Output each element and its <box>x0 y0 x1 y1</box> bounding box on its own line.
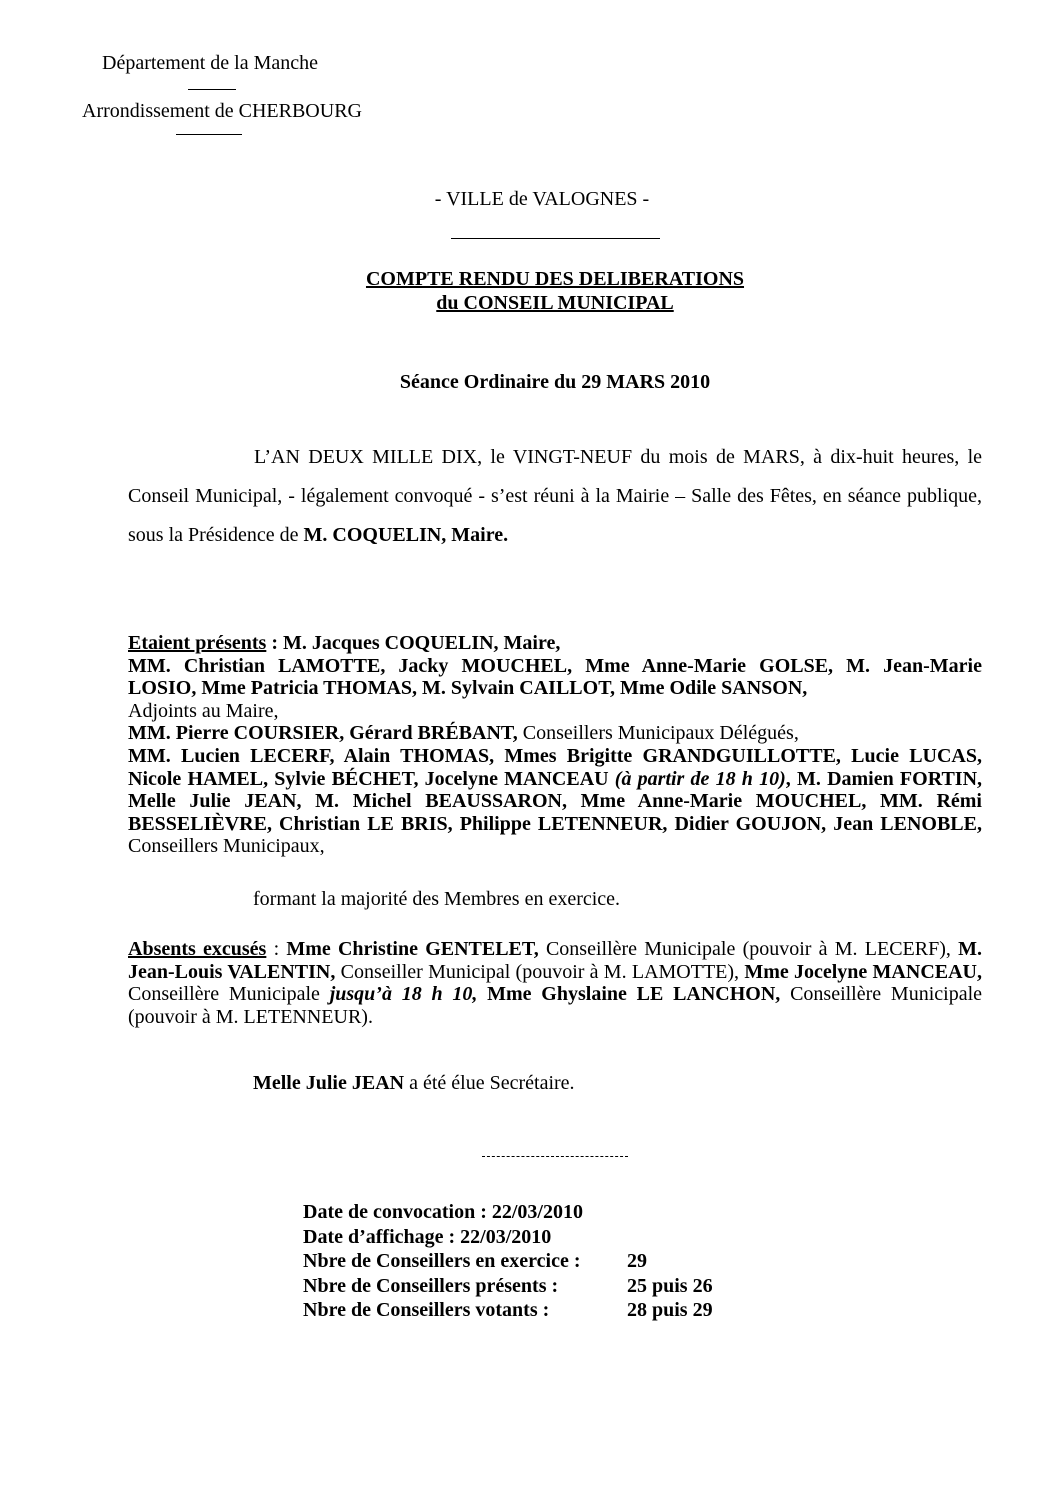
absent-label: Absents excusés <box>128 938 267 960</box>
adjoints-role: Adjoints au Maire, <box>128 699 279 722</box>
votants-label: Nbre de Conseillers votants : <box>303 1299 550 1321</box>
absent-2-text: Conseiller Municipal (pouvoir à M. LAMOTTE), <box>335 960 745 983</box>
absent-3-text: Conseillère Municipale <box>128 983 330 1006</box>
session-title: Séance Ordinaire du 29 MARS 2010 <box>399 371 711 393</box>
presents-row <box>303 1274 713 1299</box>
absent-4-text: Conseillère Municipale (pouvoir à M. LETENNEUR). <box>128 983 983 1028</box>
absent-1-text: Conseillère Municipale (pouvoir à M. LECERF), <box>538 938 959 960</box>
report-title-line1: COMPTE RENDU DES DELIBERATIONS <box>365 268 745 290</box>
votants-value: 28 puis 29 <box>627 1299 713 1321</box>
session-stats <box>303 1200 713 1323</box>
divider <box>176 134 242 135</box>
majority-line: formant la majorité des Membres en exercice. <box>253 888 621 910</box>
exercice-row <box>303 1249 713 1274</box>
exercice-label: Nbre de Conseillers en exercice : <box>303 1250 581 1272</box>
presents-value: 25 puis 26 <box>627 1274 713 1297</box>
conseillers-note: (à partir de 18 h 10) <box>614 767 786 790</box>
conseillers-role: Conseillers Municipaux, <box>128 835 325 858</box>
intro-paragraph <box>128 438 982 555</box>
secretary-text: a été élue Secrétaire. <box>404 1072 575 1094</box>
dashed-separator <box>482 1156 628 1157</box>
adjoints-names: MM. Christian LAMOTTE, Jacky MOUCHEL, Mme Anne-Marie GOLSE, M. Jean-Marie LOSIO, Mme Patricia THOMAS, M. Sylvain CAILLOT, Mme Odile SANSON, <box>128 654 982 700</box>
absent-sep: : <box>266 938 287 960</box>
secretary-line <box>253 1072 575 1095</box>
conseillers-names-2: , M. Damien FORTIN, Melle Julie JEAN, M. Michel BEAUSSARON, Mme Anne-Marie MOUCHEL, MM. Rémi BESSELIÈVRE, Christian LE BRIS, Philippe LETENNEUR, Didier GOUJON, Jean LENOBLE, <box>128 767 983 835</box>
divider <box>451 238 660 239</box>
report-title-line2: du CONSEIL MUNICIPAL <box>436 292 674 314</box>
secretary-name: Melle Julie JEAN <box>253 1072 405 1094</box>
delegues-names: MM. Pierre COURSIER, Gérard BRÉBANT, <box>128 722 518 745</box>
absent-4-name: Mme Ghyslaine LE LANCHON, <box>477 983 781 1006</box>
absent-3-note: jusqu’à 18 h 10, <box>329 983 478 1006</box>
votants-row <box>303 1298 713 1323</box>
convocation-date: Date de convocation : 22/03/2010 <box>303 1201 583 1223</box>
absent-members <box>128 938 982 1028</box>
department-label: Département de la Manche <box>102 52 319 74</box>
intro-text: L’AN DEUX MILLE DIX, le VINGT-NEUF du mois de MARS, à dix-huit heures, le Conseil Municipal, - légalement convoqué - s’est réuni à la Mairie – Salle des Fêtes, en séance publique, sous la Présidence de <box>128 446 982 546</box>
present-mayor: : M. Jacques COQUELIN, Maire, <box>266 632 561 654</box>
president-name: M. COQUELIN, Maire. <box>303 524 509 546</box>
exercice-value: 29 <box>627 1250 647 1272</box>
present-label: Etaient présents <box>128 632 267 654</box>
presents-label: Nbre de Conseillers présents : <box>303 1274 559 1297</box>
divider <box>188 89 236 90</box>
delegues-role: Conseillers Municipaux Délégués, <box>517 722 799 745</box>
absent-1-name: Mme Christine GENTELET, <box>286 938 539 960</box>
arrondissement-label: Arrondissement de CHERBOURG <box>82 100 362 122</box>
absent-2-name: M. Jean-Louis VALENTIN, <box>128 938 982 983</box>
conseillers-names-1: MM. Lucien LECERF, Alain THOMAS, Mmes Brigitte GRANDGUILLOTTE, Lucie LUCAS, Nicole HAMEL, Sylvie BÉCHET, Jocelyne MANCEAU <box>128 744 982 790</box>
town-title: - VILLE de VALOGNES - <box>434 188 650 210</box>
affichage-date: Date d’affichage : 22/03/2010 <box>303 1225 552 1248</box>
absent-3-name: Mme Jocelyne MANCEAU, <box>744 960 982 983</box>
present-members <box>128 632 982 858</box>
